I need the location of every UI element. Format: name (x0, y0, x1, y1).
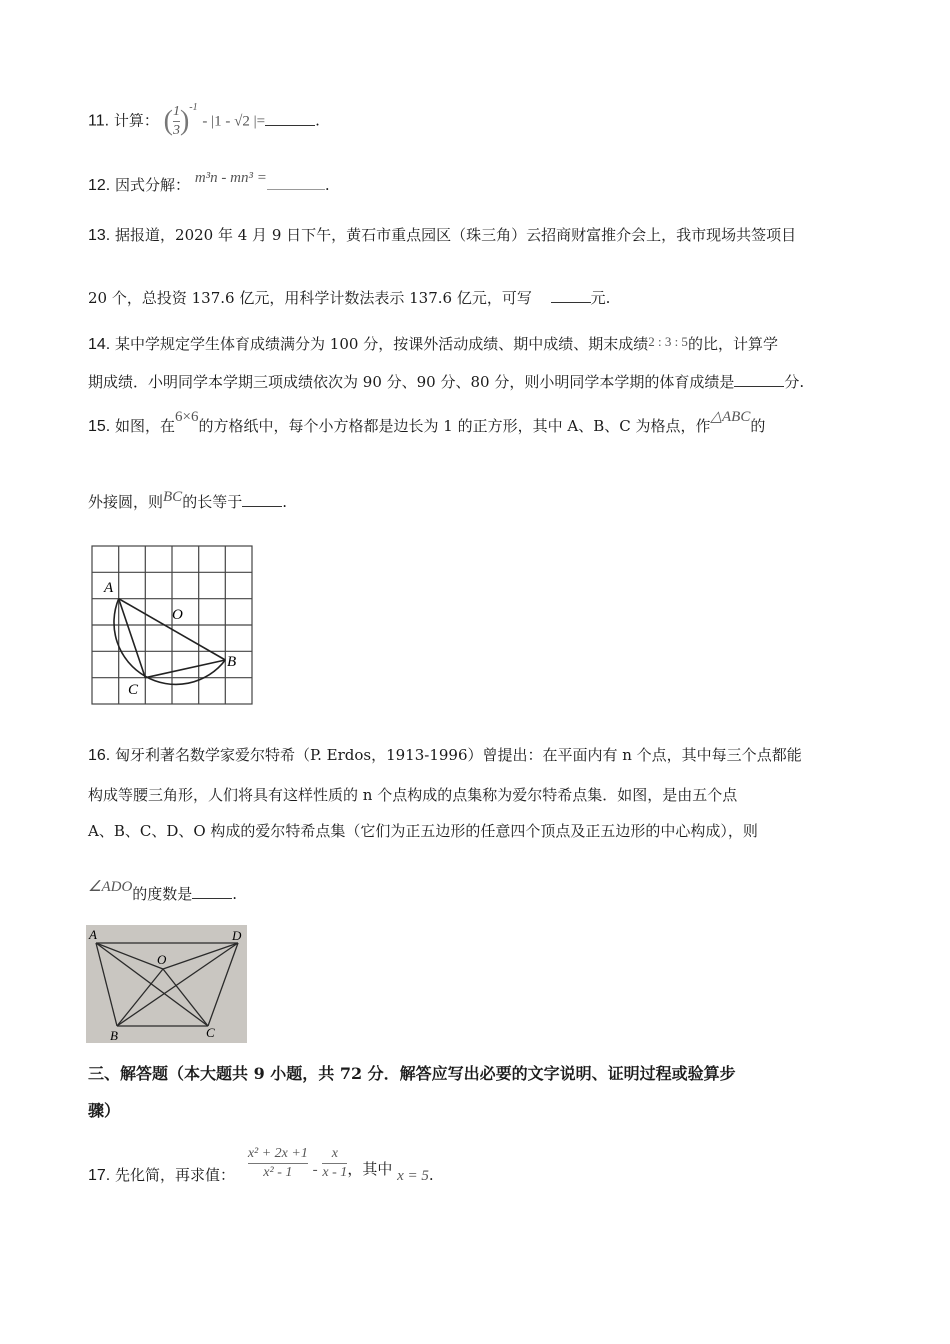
value: x = 5 (397, 1167, 429, 1184)
question-11: 11. 计算： ( $\frac{1}{3}$ )$^{-1}$ - |1 - √2 |= . (88, 101, 320, 138)
section-heading-line-2: 骤） (88, 1101, 121, 1120)
question-number: 13. (88, 227, 111, 244)
fraction-2: $\frac{x}{x - 1}$ (322, 1146, 348, 1180)
question-14-line-2: 期成绩．小明同学本学期三项成绩依次为 90 分、90 分、80 分，则小明同学本学期的体育成绩是 分. (88, 373, 805, 391)
question-label: 因式分解： (115, 176, 191, 194)
expression: - |1 - √2 |= (202, 113, 266, 130)
minus: - (312, 1161, 318, 1178)
angle: ∠ADO (88, 879, 133, 895)
triangle: △ABC (710, 409, 751, 425)
answer-blank (734, 386, 784, 387)
question-15-line-2: 外接圆，则BC的长等于 . (88, 489, 287, 511)
question-number: 12. (88, 177, 111, 194)
question-16-line-2: 构成等腰三角形，人们将具有这样性质的 n 个点构成的点集称为爱尔特希点集．如图，是由五个点 (88, 786, 738, 804)
question-13-line-2: 20 个，总投资 137.6 亿元，用科学计数法表示 137.6 亿元，可写 元. (88, 289, 611, 307)
answer-blank (267, 189, 325, 190)
question-16-line-3: A、B、C、D、O 构成的爱尔特希点集（它们为正五边形的任意四个顶点及正五边形的中心构成），则 (88, 822, 758, 840)
answer-blank (192, 898, 232, 899)
label-B: B (110, 1028, 118, 1043)
paren-open: ( (163, 105, 173, 137)
answer-blank (242, 506, 282, 507)
question-number: 17. (88, 1166, 111, 1184)
arc: BC (163, 489, 183, 505)
label-C: C (206, 1025, 215, 1040)
ratio: 2 : 3 : 5 (648, 334, 688, 349)
question-number: 15. (88, 418, 111, 435)
label-C: C (128, 682, 139, 698)
grid-figure (90, 544, 254, 706)
answer-blank (551, 302, 591, 303)
answer-blank (265, 125, 315, 126)
question-label: 先化简，再求值： (115, 1165, 236, 1184)
question-16-line-1: 16. 匈牙利著名数学家爱尔特希（P. Erdos，1913-1996）曾提出：在平面内有 n 个点，其中每三个点都能 (88, 746, 802, 764)
exponent: -1 (189, 101, 198, 113)
section-heading: 三、解答题（本大题共 9 小题，共 72 分．解答应写出必要的文字说明、证明过程或验算步 (88, 1064, 736, 1083)
label-O: O (172, 607, 183, 623)
question-label: 计算： (113, 111, 159, 130)
question-16-line-4: ∠ADO的度数是 . (88, 879, 238, 903)
erdos-figure (86, 925, 247, 1043)
question-12: 12. 因式分解： m³n - mn³ = . (88, 170, 330, 194)
question-15-line-1: 15. 如图，在6×6的方格纸中，每个小方格都是边长为 1 的正方形，其中 A、B、C 为格点，作△ABC的 (88, 409, 766, 435)
fraction-1: $\frac{\text{x² + 2x +1}}{\text{x² - 1}}$ (247, 1146, 308, 1180)
question-number: 14. (88, 336, 111, 353)
question-number: 16. (88, 747, 111, 764)
question-13-line-1: 13. 据报道，2020 年 4 月 9 日下午，黄石市重点园区（珠三角）云招商财富推介会上，我市现场共签项目 (88, 226, 797, 244)
label-O: O (157, 952, 167, 967)
question-14-line-1: 14. 某中学规定学生体育成绩满分为 100 分，按课外活动成绩、期中成绩、期末成绩2 : 3 : 5的比，计算学 (88, 334, 778, 353)
label-A: A (104, 580, 114, 596)
label-A: A (89, 927, 97, 942)
question-number: 11. (88, 112, 110, 130)
expression: m³n - mn³ = (194, 170, 267, 186)
question-17: 17. 先化简，再求值： $\frac{\text{x² + 2x +1}}{\text{x² - 1}}$ - $\frac{x}{x - 1}$ ，其中 x = 5. (88, 1146, 434, 1184)
fraction: $\frac{1}{3}$ (172, 104, 180, 138)
label-D: D (232, 928, 242, 943)
label-B: B (227, 654, 237, 670)
grid-size: 6×6 (175, 409, 199, 425)
paren-close: ) (179, 105, 190, 137)
